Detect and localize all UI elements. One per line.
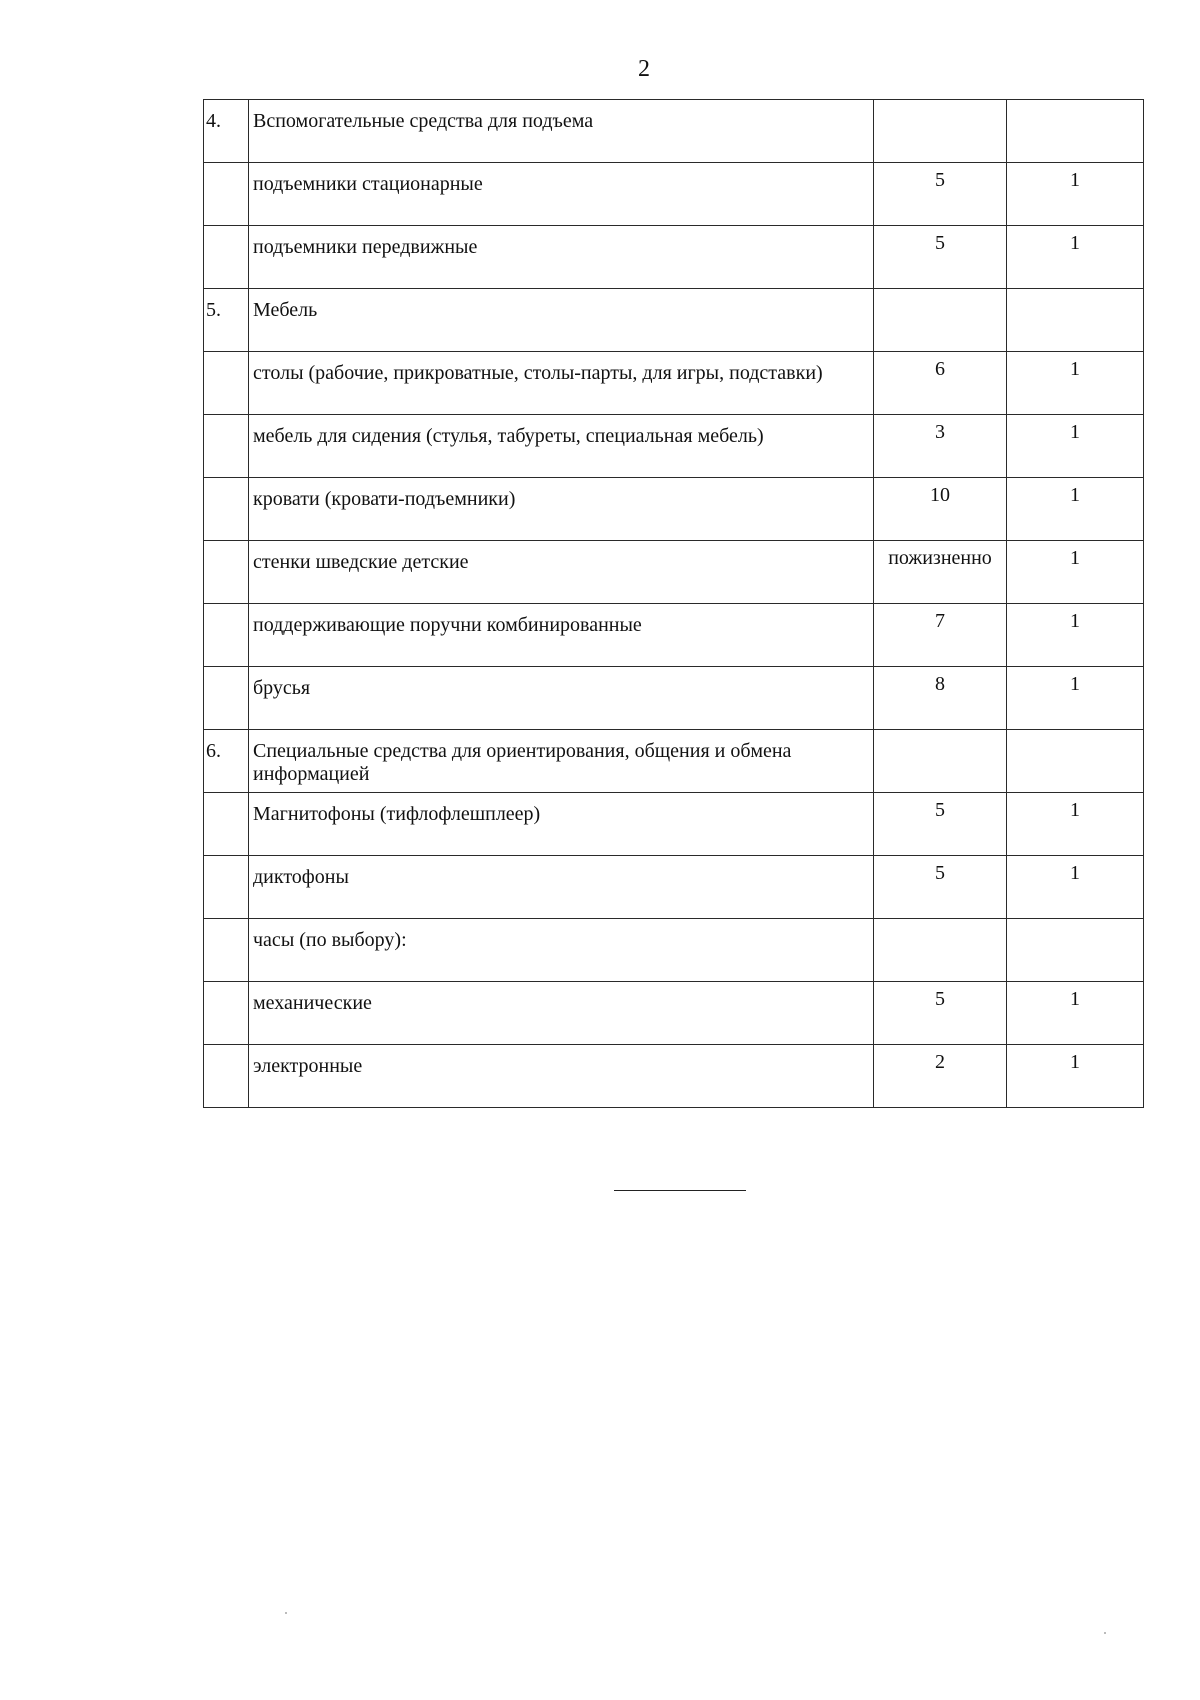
row-number-cell — [204, 667, 249, 730]
table-body — [204, 100, 1144, 1108]
row-number-cell — [204, 982, 249, 1045]
quantity-cell: 1 — [1007, 163, 1144, 226]
quantity-cell: 1 — [1007, 793, 1144, 856]
row-number-cell — [204, 226, 249, 289]
item-name-cell: Вспомогательные средства для подъема — [249, 100, 874, 163]
item-name-cell: стенки шведские детские — [249, 541, 874, 604]
table-row — [204, 1045, 1144, 1108]
scan-speck — [1104, 1632, 1106, 1634]
item-name-cell: Специальные средства для ориентирования, общения и обмена информацией — [249, 730, 874, 793]
row-number-cell — [204, 478, 249, 541]
usage-term-cell: 10 — [874, 478, 1007, 541]
row-number-cell — [204, 541, 249, 604]
row-number-cell — [204, 163, 249, 226]
item-name-cell: Магнитофоны (тифлофлешплеер) — [249, 793, 874, 856]
scan-speck — [285, 1612, 287, 1614]
usage-term-cell: пожизненно — [874, 541, 1007, 604]
quantity-cell — [1007, 289, 1144, 352]
row-number-cell — [204, 604, 249, 667]
item-name-cell: поддерживающие поручни комбинированные — [249, 604, 874, 667]
section-row — [204, 289, 1144, 352]
usage-term-cell: 8 — [874, 667, 1007, 730]
table-row — [204, 856, 1144, 919]
item-name-cell: электронные — [249, 1045, 874, 1108]
end-separator-line — [614, 1190, 746, 1191]
usage-term-cell: 7 — [874, 604, 1007, 667]
quantity-cell: 1 — [1007, 478, 1144, 541]
item-name-cell: механические — [249, 982, 874, 1045]
item-name-cell: подъемники стационарные — [249, 163, 874, 226]
section-row — [204, 730, 1144, 793]
row-number-cell: 4. — [204, 100, 249, 163]
row-number-cell — [204, 856, 249, 919]
quantity-cell: 1 — [1007, 667, 1144, 730]
table-row — [204, 352, 1144, 415]
item-name-cell: мебель для сидения (стулья, табуреты, специальная мебель) — [249, 415, 874, 478]
row-number-cell — [204, 919, 249, 982]
usage-term-cell: 2 — [874, 1045, 1007, 1108]
item-name-cell: диктофоны — [249, 856, 874, 919]
quantity-cell: 1 — [1007, 226, 1144, 289]
quantity-cell: 1 — [1007, 982, 1144, 1045]
table-row — [204, 604, 1144, 667]
page-number: 2 — [638, 56, 650, 82]
row-number-cell — [204, 1045, 249, 1108]
quantity-cell — [1007, 730, 1144, 793]
usage-term-cell: 5 — [874, 793, 1007, 856]
usage-term-cell — [874, 289, 1007, 352]
quantity-cell: 1 — [1007, 856, 1144, 919]
row-number-cell: 5. — [204, 289, 249, 352]
table-row — [204, 793, 1144, 856]
row-number-cell — [204, 793, 249, 856]
row-number-cell: 6. — [204, 730, 249, 793]
section-row — [204, 100, 1144, 163]
table-row — [204, 163, 1144, 226]
usage-term-cell — [874, 100, 1007, 163]
assistive-devices-table — [203, 99, 1144, 1108]
table-row — [204, 541, 1144, 604]
quantity-cell: 1 — [1007, 604, 1144, 667]
usage-term-cell: 5 — [874, 982, 1007, 1045]
usage-term-cell: 6 — [874, 352, 1007, 415]
usage-term-cell: 5 — [874, 163, 1007, 226]
table-row — [204, 667, 1144, 730]
table-row — [204, 478, 1144, 541]
table-row — [204, 982, 1144, 1045]
usage-term-cell: 5 — [874, 856, 1007, 919]
usage-term-cell: 3 — [874, 415, 1007, 478]
quantity-cell — [1007, 919, 1144, 982]
item-name-cell: брусья — [249, 667, 874, 730]
usage-term-cell: 5 — [874, 226, 1007, 289]
quantity-cell: 1 — [1007, 415, 1144, 478]
row-number-cell — [204, 415, 249, 478]
table-row — [204, 919, 1144, 982]
table-row — [204, 226, 1144, 289]
quantity-cell: 1 — [1007, 541, 1144, 604]
item-name-cell: столы (рабочие, прикроватные, столы-парты, для игры, подставки) — [249, 352, 874, 415]
item-name-cell: Мебель — [249, 289, 874, 352]
quantity-cell — [1007, 100, 1144, 163]
quantity-cell: 1 — [1007, 1045, 1144, 1108]
table-row — [204, 415, 1144, 478]
usage-term-cell — [874, 919, 1007, 982]
item-name-cell: подъемники передвижные — [249, 226, 874, 289]
quantity-cell: 1 — [1007, 352, 1144, 415]
item-name-cell: кровати (кровати-подъемники) — [249, 478, 874, 541]
row-number-cell — [204, 352, 249, 415]
usage-term-cell — [874, 730, 1007, 793]
item-name-cell: часы (по выбору): — [249, 919, 874, 982]
